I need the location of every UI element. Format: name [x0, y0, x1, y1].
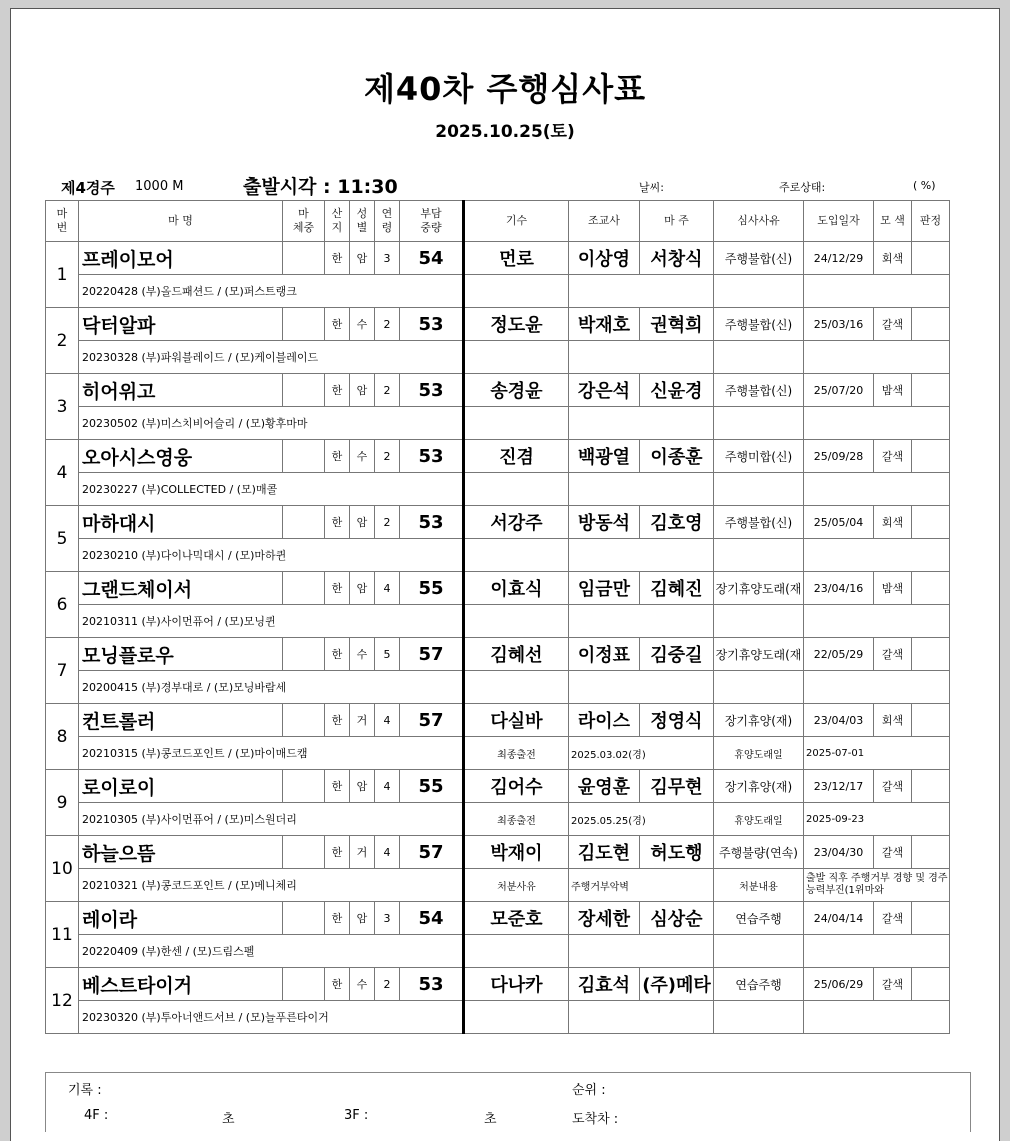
- horse-origin: 한: [325, 770, 350, 803]
- horse-number: 9: [46, 770, 79, 836]
- horse-name: 레이라: [79, 902, 283, 935]
- owner-name: 신윤경: [640, 374, 714, 407]
- review-reason: 주행불합(신): [714, 242, 804, 275]
- horse-name: 베스트타이거: [79, 968, 283, 1001]
- blank-cell: [804, 473, 950, 506]
- jockey-name: 다나카: [464, 968, 569, 1001]
- horse-sex: 수: [350, 638, 375, 671]
- moisture-percent: ( %): [913, 179, 936, 192]
- coat-color: 갈색: [874, 770, 912, 803]
- horse-row: [46, 836, 950, 869]
- coat-color: 갈색: [874, 968, 912, 1001]
- horse-weight-cell[interactable]: [283, 968, 325, 1001]
- pedigree: 20210315 (부)콩코드포인트 / (모)마이매드캠: [79, 737, 464, 770]
- horse-name: 모닝플로우: [79, 638, 283, 671]
- blank-cell: [714, 407, 804, 440]
- pedigree-row: [46, 1001, 950, 1034]
- blank-cell: [569, 539, 714, 572]
- blank-cell: [464, 539, 569, 572]
- horse-age: 3: [375, 902, 400, 935]
- horse-number: 6: [46, 572, 79, 638]
- horse-name: 하늘으뜸: [79, 836, 283, 869]
- judge-cell[interactable]: [912, 836, 950, 869]
- pedigree-row: [46, 539, 950, 572]
- blank-cell: [464, 407, 569, 440]
- coat-color: 회색: [874, 704, 912, 737]
- review-reason: 연습주행: [714, 902, 804, 935]
- intro-date: 23/12/17: [804, 770, 874, 803]
- 4f-sec-label: 초: [222, 1112, 235, 1127]
- extra-label-2: 처분내용: [714, 869, 804, 902]
- trainer-name: 김도현: [569, 836, 640, 869]
- horse-row: [46, 308, 950, 341]
- owner-name: 김혜진: [640, 572, 714, 605]
- blank-cell: [569, 671, 714, 704]
- race-distance: 1000 M: [135, 179, 184, 194]
- pedigree-row: [46, 869, 950, 902]
- horse-burden: 54: [400, 902, 464, 935]
- pedigree-row: [46, 275, 950, 308]
- horse-burden: 53: [400, 308, 464, 341]
- sheet-title: 제40차 주행심사표: [363, 70, 647, 108]
- jockey-name: 김혜선: [464, 638, 569, 671]
- horse-sex: 암: [350, 242, 375, 275]
- horse-sex: 암: [350, 572, 375, 605]
- header-trainer: 조교사: [569, 201, 640, 242]
- extra-value-1: 주행거부악벽: [569, 869, 714, 902]
- header-reason: 심사사유: [714, 201, 804, 242]
- trainer-name: 이정표: [569, 638, 640, 671]
- pedigree-row: [46, 407, 950, 440]
- horse-weight-cell[interactable]: [283, 638, 325, 671]
- weather-label: 날씨:: [639, 181, 664, 194]
- coat-color: 갈색: [874, 836, 912, 869]
- horse-row: [46, 374, 950, 407]
- extra-value-2: 출발 직후 주행거부 경향 및 경주능력부진(1위마와: [804, 869, 950, 902]
- start-time: 출발시각 : 11:30: [243, 176, 398, 198]
- owner-name: 김호영: [640, 506, 714, 539]
- horse-sex: 거: [350, 704, 375, 737]
- owner-name: 정영식: [640, 704, 714, 737]
- intro-date: 23/04/30: [804, 836, 874, 869]
- review-reason: 주행불합(신): [714, 374, 804, 407]
- horse-sex: 수: [350, 440, 375, 473]
- horse-name: 마하대시: [79, 506, 283, 539]
- judging-sheet: [10, 8, 1000, 1141]
- owner-name: 권혁희: [640, 308, 714, 341]
- blank-cell: [569, 341, 714, 374]
- horse-origin: 한: [325, 902, 350, 935]
- extra-value-1: 2025.03.02(경): [569, 737, 714, 770]
- jockey-name: 이효식: [464, 572, 569, 605]
- horse-weight-cell[interactable]: [283, 242, 325, 275]
- horse-origin: 한: [325, 638, 350, 671]
- horse-number: 7: [46, 638, 79, 704]
- pedigree: 20210321 (부)콩코드포인트 / (모)메니체리: [79, 869, 464, 902]
- trainer-name: 방동석: [569, 506, 640, 539]
- horse-burden: 53: [400, 440, 464, 473]
- header-owner: 마 주: [640, 201, 714, 242]
- horse-weight-cell[interactable]: [283, 704, 325, 737]
- blank-cell: [464, 1001, 569, 1034]
- extra-value-2: 2025-09-23: [804, 803, 950, 836]
- margin-label: 도착차 :: [572, 1112, 619, 1127]
- horse-weight-cell[interactable]: [283, 770, 325, 803]
- horse-origin: 한: [325, 968, 350, 1001]
- trainer-name: 김효석: [569, 968, 640, 1001]
- horse-number: 11: [46, 902, 79, 968]
- pedigree: 20220428 (부)올드패션드 / (모)퍼스트랭크: [79, 275, 464, 308]
- trainer-name: 강은석: [569, 374, 640, 407]
- horse-burden: 53: [400, 506, 464, 539]
- intro-date: 25/03/16: [804, 308, 874, 341]
- coat-color: 회색: [874, 242, 912, 275]
- coat-color: 밤색: [874, 572, 912, 605]
- header-sex: 성 별: [350, 201, 375, 242]
- horse-age: 4: [375, 572, 400, 605]
- coat-color: 회색: [874, 506, 912, 539]
- horse-origin: 한: [325, 506, 350, 539]
- horse-sex: 암: [350, 902, 375, 935]
- horse-origin: 한: [325, 572, 350, 605]
- jockey-name: 박재이: [464, 836, 569, 869]
- jockey-name: 모준호: [464, 902, 569, 935]
- horse-origin: 한: [325, 836, 350, 869]
- trainer-name: 라이스: [569, 704, 640, 737]
- blank-cell: [714, 275, 804, 308]
- trainer-name: 장세한: [569, 902, 640, 935]
- judge-cell[interactable]: [912, 968, 950, 1001]
- horse-name: 프레이모어: [79, 242, 283, 275]
- horse-row: [46, 572, 950, 605]
- owner-name: 이종훈: [640, 440, 714, 473]
- header-judge: 판정: [912, 201, 950, 242]
- horse-number: 8: [46, 704, 79, 770]
- judge-cell[interactable]: [912, 374, 950, 407]
- judge-cell[interactable]: [912, 506, 950, 539]
- pedigree-row: [46, 935, 950, 968]
- horse-weight-cell[interactable]: [283, 440, 325, 473]
- blank-cell: [714, 341, 804, 374]
- blank-cell: [569, 605, 714, 638]
- coat-color: 밤색: [874, 374, 912, 407]
- 3f-label: 3F :: [344, 1108, 369, 1123]
- horse-burden: 53: [400, 374, 464, 407]
- owner-name: 김중길: [640, 638, 714, 671]
- extra-label-2: 휴양도래일: [714, 737, 804, 770]
- rank-label: 순위 :: [572, 1083, 606, 1098]
- sheet-date: 2025.10.25(토): [435, 122, 575, 142]
- header-no: 마 번: [46, 201, 79, 242]
- review-reason: 장기휴양(재): [714, 704, 804, 737]
- blank-cell: [804, 539, 950, 572]
- review-reason: 연습주행: [714, 968, 804, 1001]
- owner-name: 김무현: [640, 770, 714, 803]
- horse-number: 2: [46, 308, 79, 374]
- blank-cell: [804, 605, 950, 638]
- horse-burden: 57: [400, 836, 464, 869]
- pedigree: 20230227 (부)COLLECTED / (모)매콜: [79, 473, 464, 506]
- horse-row: [46, 506, 950, 539]
- horse-age: 4: [375, 770, 400, 803]
- horse-weight-cell[interactable]: [283, 902, 325, 935]
- horse-burden: 57: [400, 638, 464, 671]
- track-condition-label: 주로상태:: [779, 181, 826, 194]
- header-weight: 마 체중: [283, 201, 325, 242]
- blank-cell: [804, 407, 950, 440]
- header-burden: 부담 중량: [400, 201, 464, 242]
- horse-sex: 거: [350, 836, 375, 869]
- horse-age: 5: [375, 638, 400, 671]
- judge-cell[interactable]: [912, 440, 950, 473]
- intro-date: 25/09/28: [804, 440, 874, 473]
- judge-cell[interactable]: [912, 242, 950, 275]
- owner-name: 심상순: [640, 902, 714, 935]
- coat-color: 갈색: [874, 440, 912, 473]
- pedigree-row: [46, 473, 950, 506]
- header-name: 마 명: [79, 201, 283, 242]
- intro-date: 24/04/14: [804, 902, 874, 935]
- horse-origin: 한: [325, 704, 350, 737]
- blank-cell: [569, 473, 714, 506]
- review-reason: 장기휴양도래(재: [714, 572, 804, 605]
- blank-cell: [714, 605, 804, 638]
- blank-cell: [804, 1001, 950, 1034]
- jockey-name: 다실바: [464, 704, 569, 737]
- trainer-name: 이상영: [569, 242, 640, 275]
- review-reason: 장기휴양도래(재: [714, 638, 804, 671]
- horse-sex: 수: [350, 308, 375, 341]
- pedigree: 20210305 (부)사이먼퓨어 / (모)미스원더리: [79, 803, 464, 836]
- trainer-name: 윤영훈: [569, 770, 640, 803]
- judge-cell[interactable]: [912, 308, 950, 341]
- review-reason: 주행불량(연속): [714, 836, 804, 869]
- pedigree: 20210311 (부)사이먼퓨어 / (모)모닝퀸: [79, 605, 464, 638]
- coat-color: 갈색: [874, 902, 912, 935]
- 4f-label: 4F :: [84, 1108, 109, 1123]
- horse-weight-cell[interactable]: [283, 836, 325, 869]
- horse-burden: 57: [400, 704, 464, 737]
- horse-age: 2: [375, 440, 400, 473]
- intro-date: 25/05/04: [804, 506, 874, 539]
- horse-name: 오아시스영웅: [79, 440, 283, 473]
- blank-cell: [464, 671, 569, 704]
- horse-age: 2: [375, 968, 400, 1001]
- horse-row: [46, 902, 950, 935]
- judge-cell[interactable]: [912, 902, 950, 935]
- blank-cell: [569, 275, 714, 308]
- blank-cell: [569, 1001, 714, 1034]
- blank-cell: [804, 341, 950, 374]
- judge-cell[interactable]: [912, 704, 950, 737]
- horse-burden: 55: [400, 572, 464, 605]
- pedigree: 20220409 (부)한센 / (모)드림스펠: [79, 935, 464, 968]
- horse-row: [46, 242, 950, 275]
- pedigree-row: [46, 605, 950, 638]
- trainer-name: 백광열: [569, 440, 640, 473]
- intro-date: 25/06/29: [804, 968, 874, 1001]
- intro-date: 24/12/29: [804, 242, 874, 275]
- judge-cell[interactable]: [912, 572, 950, 605]
- blank-cell: [714, 671, 804, 704]
- horse-age: 2: [375, 374, 400, 407]
- horse-sex: 암: [350, 770, 375, 803]
- horse-age: 4: [375, 836, 400, 869]
- horse-row: [46, 638, 950, 671]
- horse-burden: 55: [400, 770, 464, 803]
- horse-name: 로이로이: [79, 770, 283, 803]
- horse-name: 컨트롤러: [79, 704, 283, 737]
- extra-label-1: 최종출전: [464, 737, 569, 770]
- horse-name: 그랜드체이서: [79, 572, 283, 605]
- header-age: 연 령: [375, 201, 400, 242]
- owner-name: 서창식: [640, 242, 714, 275]
- judge-cell[interactable]: [912, 770, 950, 803]
- table-header: [46, 201, 950, 242]
- trainer-name: 임금만: [569, 572, 640, 605]
- horse-number: 4: [46, 440, 79, 506]
- blank-cell: [714, 1001, 804, 1034]
- horse-origin: 한: [325, 374, 350, 407]
- horse-weight-cell[interactable]: [283, 506, 325, 539]
- blank-cell: [464, 341, 569, 374]
- horse-burden: 53: [400, 968, 464, 1001]
- extra-value-1: 2025.05.25(경): [569, 803, 714, 836]
- horse-sex: 수: [350, 968, 375, 1001]
- horse-row: [46, 968, 950, 1001]
- jockey-name: 정도윤: [464, 308, 569, 341]
- blank-cell: [464, 473, 569, 506]
- trainer-name: 박재호: [569, 308, 640, 341]
- blank-cell: [464, 935, 569, 968]
- horse-age: 3: [375, 242, 400, 275]
- header-color: 모 색: [874, 201, 912, 242]
- jockey-name: 송경윤: [464, 374, 569, 407]
- judge-cell[interactable]: [912, 638, 950, 671]
- intro-date: 23/04/16: [804, 572, 874, 605]
- blank-cell: [804, 935, 950, 968]
- blank-cell: [569, 407, 714, 440]
- horse-weight-cell[interactable]: [283, 308, 325, 341]
- horse-origin: 한: [325, 242, 350, 275]
- blank-cell: [569, 935, 714, 968]
- horse-age: 4: [375, 704, 400, 737]
- horse-origin: 한: [325, 308, 350, 341]
- review-reason: 주행미합(신): [714, 440, 804, 473]
- horse-sex: 암: [350, 506, 375, 539]
- blank-cell: [804, 275, 950, 308]
- horse-name: 히어위고: [79, 374, 283, 407]
- race-number: 제4경주: [61, 179, 115, 197]
- blank-cell: [464, 605, 569, 638]
- horse-number: 3: [46, 374, 79, 440]
- header-intro: 도입일자: [804, 201, 874, 242]
- pedigree: 20230502 (부)미스치비어슬리 / (모)황후마마: [79, 407, 464, 440]
- jockey-name: 먼로: [464, 242, 569, 275]
- horse-number: 1: [46, 242, 79, 308]
- blank-cell: [714, 935, 804, 968]
- coat-color: 갈색: [874, 638, 912, 671]
- horse-row: [46, 770, 950, 803]
- horse-number: 5: [46, 506, 79, 572]
- record-label: 기록 :: [68, 1083, 102, 1098]
- header-origin: 산 지: [325, 201, 350, 242]
- pedigree-row: [46, 671, 950, 704]
- pedigree-row: [46, 803, 950, 836]
- review-reason: 장기휴양(재): [714, 770, 804, 803]
- pedigree: 20230210 (부)다이나믹대시 / (모)마하퀸: [79, 539, 464, 572]
- blank-cell: [714, 473, 804, 506]
- horse-number: 12: [46, 968, 79, 1034]
- extra-value-2: 2025-07-01: [804, 737, 950, 770]
- blank-cell: [804, 671, 950, 704]
- horse-burden: 54: [400, 242, 464, 275]
- pedigree-row: [46, 341, 950, 374]
- extra-label-1: 처분사유: [464, 869, 569, 902]
- horse-name: 닥터알파: [79, 308, 283, 341]
- review-reason: 주행불합(신): [714, 308, 804, 341]
- horse-age: 2: [375, 308, 400, 341]
- jockey-name: 김어수: [464, 770, 569, 803]
- horse-origin: 한: [325, 440, 350, 473]
- pedigree-row: [46, 737, 950, 770]
- intro-date: 25/07/20: [804, 374, 874, 407]
- extra-label-2: 휴양도래일: [714, 803, 804, 836]
- pedigree: 20230320 (부)투아너앤드서브 / (모)늘푸른타이거: [79, 1001, 464, 1034]
- record-footer: [45, 1072, 971, 1132]
- review-reason: 주행불합(신): [714, 506, 804, 539]
- extra-label-1: 최종출전: [464, 803, 569, 836]
- horse-age: 2: [375, 506, 400, 539]
- 3f-sec-label: 초: [484, 1112, 497, 1127]
- coat-color: 갈색: [874, 308, 912, 341]
- horse-row: [46, 440, 950, 473]
- intro-date: 22/05/29: [804, 638, 874, 671]
- pedigree: 20230328 (부)파워블레이드 / (모)케이블레이드: [79, 341, 464, 374]
- owner-name: (주)메타: [640, 968, 714, 1001]
- pedigree: 20200415 (부)경부대로 / (모)모닝바람세: [79, 671, 464, 704]
- horse-weight-cell[interactable]: [283, 572, 325, 605]
- horse-row: [46, 704, 950, 737]
- header-jockey: 기수: [464, 201, 569, 242]
- intro-date: 23/04/03: [804, 704, 874, 737]
- jockey-name: 서강주: [464, 506, 569, 539]
- blank-cell: [714, 539, 804, 572]
- horse-number: 10: [46, 836, 79, 902]
- jockey-name: 진겸: [464, 440, 569, 473]
- horse-sex: 암: [350, 374, 375, 407]
- owner-name: 허도행: [640, 836, 714, 869]
- horse-table: [45, 200, 950, 1034]
- horse-weight-cell[interactable]: [283, 374, 325, 407]
- blank-cell: [464, 275, 569, 308]
